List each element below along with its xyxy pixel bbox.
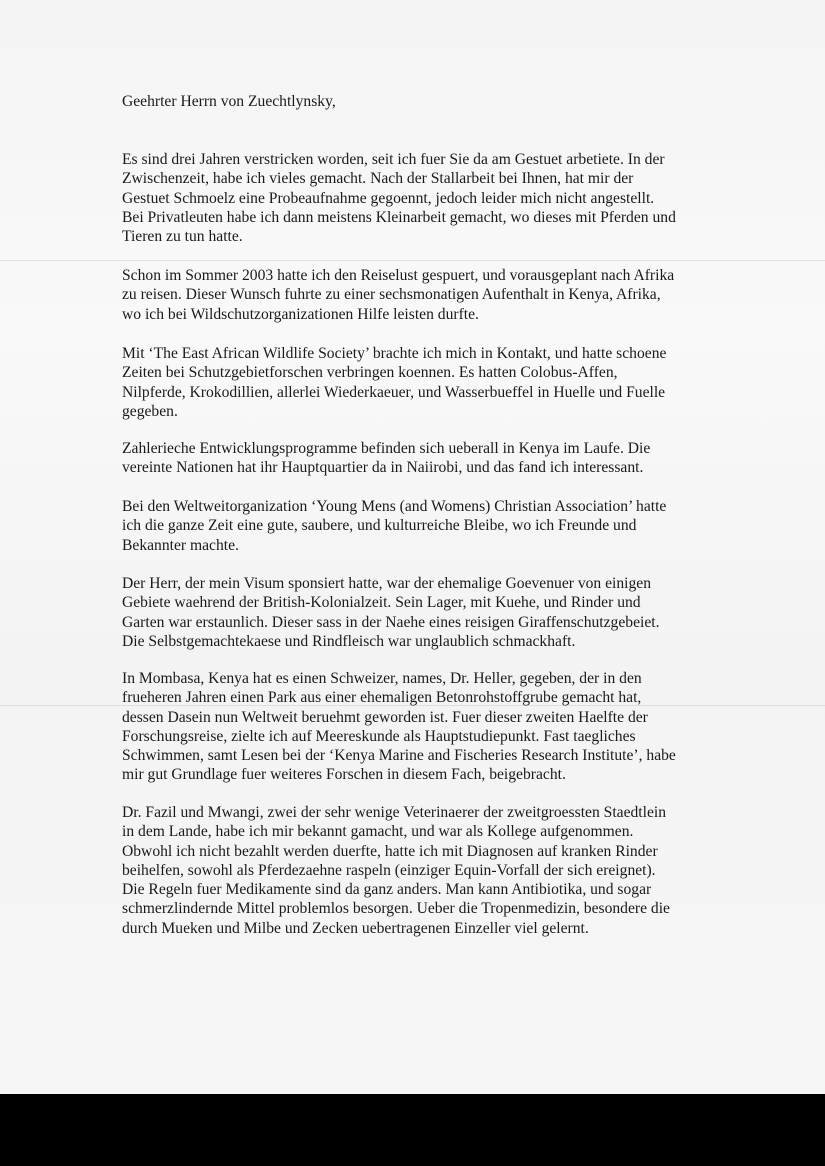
text-line: Zahlerieche Entwicklungsprogramme befinden sich ueberall in Kenya im Laufe. Die: [122, 440, 651, 457]
text-line: Schon im Sommer 2003 hatte ich den Reiselust gespuert, und vorausgeplant nach Afrika: [122, 267, 675, 284]
text-line: Es sind drei Jahren verstricken worden, seit ich fuer Sie da am Gestuet arbetiete. In der: [122, 151, 665, 168]
letter-paragraph: [122, 266, 732, 324]
paper-crease: [0, 260, 825, 261]
text-line: frueheren Jahren einen Park aus einer ehemaligen Betonrohstoffgrube gemacht hat,: [122, 689, 642, 707]
text-line: Der Herr, der mein Visum sponsiert hatte, war der ehemalige Goevenuer von einigen: [122, 575, 652, 592]
text-line: Bekannter machte.: [122, 536, 239, 554]
text-line: dessen Dasein nun Weltweit beruehmt geworden ist. Fuer dieser zweiten Haelfte der: [122, 708, 648, 726]
text-line: in dem Lande, habe ich mir bekannt gamacht, und war als Kollege aufgenommen.: [122, 823, 634, 841]
text-line: Mit ‘The East African Wildlife Society’ brachte ich mich in Kontakt, und hatte schoene: [122, 345, 667, 362]
text-line: Bei den Weltweitorganization ‘Young Mens (and Womens) Christian Association’ hatte: [122, 498, 667, 515]
letter-paragraph: [122, 439, 732, 478]
text-line: Forschungsreise, zielte ich auf Meereskunde als Hauptstudiepunkt. Fast taegliches: [122, 727, 636, 745]
text-line: mir gut Grundlage fuer weiteres Forschen in diesem Fach, beigebracht.: [122, 766, 566, 784]
letter-paragraph: [122, 344, 732, 421]
letter-paragraph: [122, 150, 732, 246]
text-line: Die Regeln fuer Medikamente sind da ganz anders. Man kann Antibiotika, und sogar: [122, 881, 652, 899]
text-line: wo ich bei Wildschutzorganizationen Hilfe leisten durfte.: [122, 305, 479, 323]
text-line: zu reisen. Dieser Wunsch fuhrte zu einer sechsmonatigen Aufenthalt in Kenya, Afrika,: [122, 286, 661, 304]
text-line: Gestuet Schmoelz eine Probeaufnahme gegoennt, jedoch leider mich nicht angestellt.: [122, 189, 655, 207]
text-line: vereinte Nationen hat ihr Hauptquartier da in Naiirobi, und das fand ich interessant.: [122, 459, 644, 477]
text-line: Zeiten bei Schutzgebietforschen verbringen koennen. Es hatten Colobus-Affen,: [122, 364, 618, 382]
letter-paragraph: [122, 669, 732, 785]
letter-paragraph: [122, 574, 732, 651]
letter-paragraph: [122, 497, 732, 555]
text-line: Obwohl ich nicht bezahlt werden duerfte, hatte ich mit Diagnosen auf kranken Rinder: [122, 842, 658, 860]
text-line: schmerzlindernde Mittel problemlos besorgen. Ueber die Tropenmedizin, besondere die: [122, 900, 670, 918]
text-line: Bei Privatleuten habe ich dann meistens Kleinarbeit gemacht, wo dieses mit Pferden und: [122, 208, 676, 226]
text-line: durch Mueken und Milbe und Zecken uebertragenen Einzeller viel gelernt.: [122, 919, 589, 937]
text-line: Tieren zu tun hatte.: [122, 228, 243, 246]
text-line: Dr. Fazil und Mwangi, zwei der sehr wenige Veterinaerer der zweitgroessten Staedtlein: [122, 804, 667, 821]
text-line: Die Selbstgemachtekaese und Rindfleisch war unglaublich schmackhaft.: [122, 632, 576, 650]
text-line: In Mombasa, Kenya hat es einen Schweizer, names, Dr. Heller, gegeben, der in den: [122, 670, 642, 687]
text-line: Schwimmen, samt Lesen bei der ‘Kenya Marine and Fischeries Research Institute’, habe: [122, 747, 676, 765]
text-line: Gebiete waehrend der British-Kolonialzeit. Sein Lager, mit Kuehe, und Rinder und: [122, 594, 641, 612]
text-line: gegeben.: [122, 402, 178, 420]
text-line: Zwischenzeit, habe ich vieles gemacht. Nach der Stallarbeit bei Ihnen, hat mir der: [122, 170, 634, 188]
letter-paragraph: [122, 803, 732, 938]
text-line: ich die ganze Zeit eine gute, saubere, und kulturreiche Bleibe, wo ich Freunde und: [122, 517, 637, 535]
letter-salutation: Geehrter Herrn von Zuechtlynsky,: [122, 93, 336, 110]
scanner-edge-band: [0, 1094, 825, 1166]
text-line: Nilpferde, Krokodillien, allerlei Wiederkaeuer, und Wasserbueffel in Huelle und Fuelle: [122, 383, 666, 401]
text-line: Garten war erstaunlich. Dieser sass in der Naehe eines reisigen Giraffenschutzgebeiet.: [122, 613, 660, 631]
text-line: beihelfen, sowohl als Pferdezaehne raspeln (einziger Equin-Vorfall der sich ereignet).: [122, 861, 656, 879]
